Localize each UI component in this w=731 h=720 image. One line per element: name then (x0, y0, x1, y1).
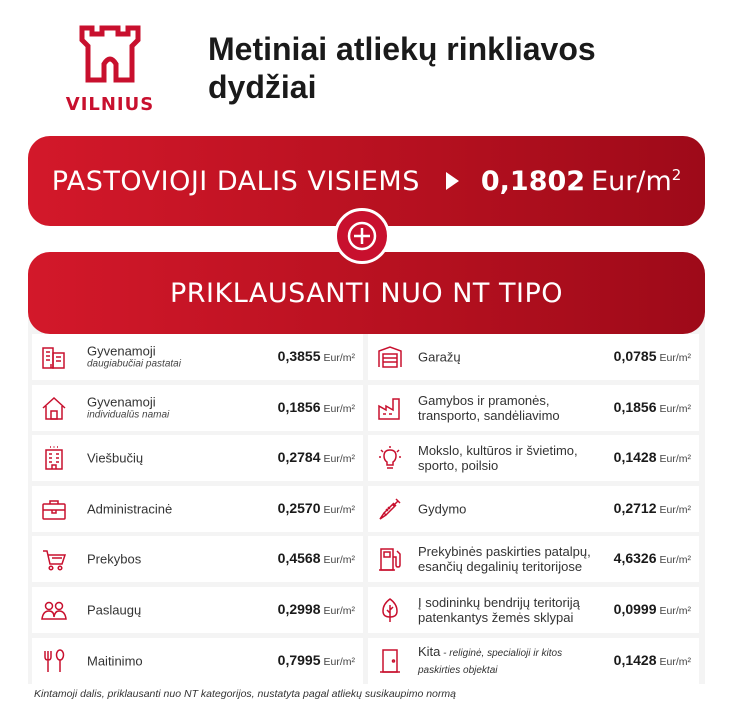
row-value: 0,7995 (277, 651, 321, 668)
row-name: Garažų (418, 349, 461, 365)
variable-part-banner (28, 252, 705, 334)
row-name-italic: - religinė, specialioji ir kitos (440, 647, 563, 659)
left-column (32, 334, 363, 688)
table-row (368, 587, 699, 633)
row-unit: Eur/m² (659, 453, 691, 466)
arrow-right-icon (446, 172, 459, 190)
row-unit: Eur/m² (659, 604, 691, 617)
page-title (208, 30, 688, 106)
syringe-icon (376, 495, 404, 523)
row-unit: Eur/m² (323, 604, 355, 617)
lightbulb-icon (376, 444, 404, 472)
table-row (32, 334, 363, 380)
title-line-1: Metiniai atliekų rinkliavos (208, 31, 596, 67)
people-icon (40, 596, 68, 624)
row-name: Maitinimo (87, 653, 143, 669)
house-icon (40, 394, 68, 422)
castle-tower-icon (76, 24, 144, 86)
fixed-part-value: 0,1802 (480, 165, 586, 197)
fixed-part-unit: Eur/$m^2$ (591, 165, 682, 197)
row-unit: Eur/m² (323, 655, 355, 668)
row-unit: Eur/m² (659, 402, 691, 415)
row-name: Prekybinės paskirties patalpų, (418, 544, 591, 560)
row-value: 0,1428 (613, 651, 657, 668)
row-name-line2: transporto, sandėliavimo (418, 407, 560, 423)
row-unit: Eur/m² (323, 352, 355, 364)
row-name-line2: paskirties objektai (418, 664, 498, 676)
row-name: Į sodininkų bendrijų teritoriją (418, 594, 580, 610)
table-row (368, 638, 699, 684)
row-value: 0,0999 (613, 600, 657, 617)
row-name: Paslaugų (87, 602, 142, 618)
row-value: 0,1428 (613, 449, 657, 466)
table-row (368, 435, 699, 481)
apartment-building-icon (40, 343, 68, 371)
garage-icon (376, 343, 404, 371)
row-name: Administracinė (87, 501, 173, 517)
row-name: Gyvenamoji (87, 394, 156, 410)
table-row (32, 435, 363, 481)
row-value: 0,2998 (277, 600, 321, 617)
table-row (32, 587, 363, 633)
table-row (368, 536, 699, 582)
factory-icon (376, 394, 404, 422)
row-unit: Eur/m² (323, 453, 355, 466)
row-name: Gydymo (418, 501, 467, 517)
row-unit: Eur/m² (323, 503, 355, 516)
variable-part-label: PRIKLAUSANTI NUO NT TIPO (169, 277, 563, 309)
row-name: Gamybos ir pramonės, (418, 392, 550, 408)
row-value: 4,6326 (613, 550, 657, 567)
table-row (32, 638, 363, 684)
row-value: 0,0785 (613, 348, 657, 364)
row-value: 0,2784 (277, 449, 321, 466)
row-name: Mokslo, kultūros ir švietimo, (418, 443, 578, 459)
door-icon (376, 647, 404, 675)
row-value: 0,2570 (277, 499, 321, 516)
plus-icon (334, 208, 390, 264)
row-unit: Eur/m² (659, 352, 691, 364)
table-row (32, 536, 363, 582)
row-unit: Eur/m² (659, 503, 691, 516)
tree-icon (376, 596, 404, 624)
row-value: 0,4568 (277, 550, 321, 567)
table-row (368, 334, 699, 380)
fixed-part-label: PASTOVIOJI DALIS VISIEMS (51, 165, 420, 197)
right-column (368, 334, 699, 688)
briefcase-icon (40, 495, 68, 523)
row-value: 0,1856 (613, 398, 657, 415)
row-value: 0,2712 (613, 499, 657, 516)
row-sub: individualūs namai (87, 409, 170, 421)
shopping-cart-icon (40, 545, 68, 573)
logo-text: VILNIUS (65, 94, 155, 115)
row-sub: daugiabučiai pastatai (87, 358, 181, 370)
vilnius-logo (60, 24, 160, 124)
fuel-pump-icon (376, 545, 404, 573)
table-row (368, 486, 699, 532)
row-name: Kita (418, 643, 441, 659)
row-value: 0,1856 (277, 398, 321, 415)
hotel-icon (40, 444, 68, 472)
row-name-line2: esančių degalinių teritorijose (418, 559, 583, 575)
title-line-2: dydžiai (208, 69, 317, 105)
header (0, 0, 731, 135)
row-name: Prekybos (87, 551, 142, 567)
row-unit: Eur/m² (323, 554, 355, 567)
row-value: 0,3855 (277, 348, 321, 364)
table-row (368, 385, 699, 431)
row-unit: Eur/m² (323, 402, 355, 415)
row-name: Viešbučių (87, 450, 144, 466)
table-row (32, 486, 363, 532)
row-name-line2: sporto, poilsio (418, 458, 499, 474)
fork-spoon-icon (40, 647, 68, 675)
footnote: Kintamoji dalis, priklausanti nuo NT kategorijos, nustatyta pagal atliekų susikaupimo normą (34, 688, 456, 700)
table-row (32, 385, 363, 431)
row-name-line2: patenkantys žemės sklypai (418, 609, 574, 625)
row-unit: Eur/m² (659, 554, 691, 567)
row-name: Gyvenamoji (87, 343, 156, 359)
row-unit: Eur/m² (659, 655, 691, 668)
